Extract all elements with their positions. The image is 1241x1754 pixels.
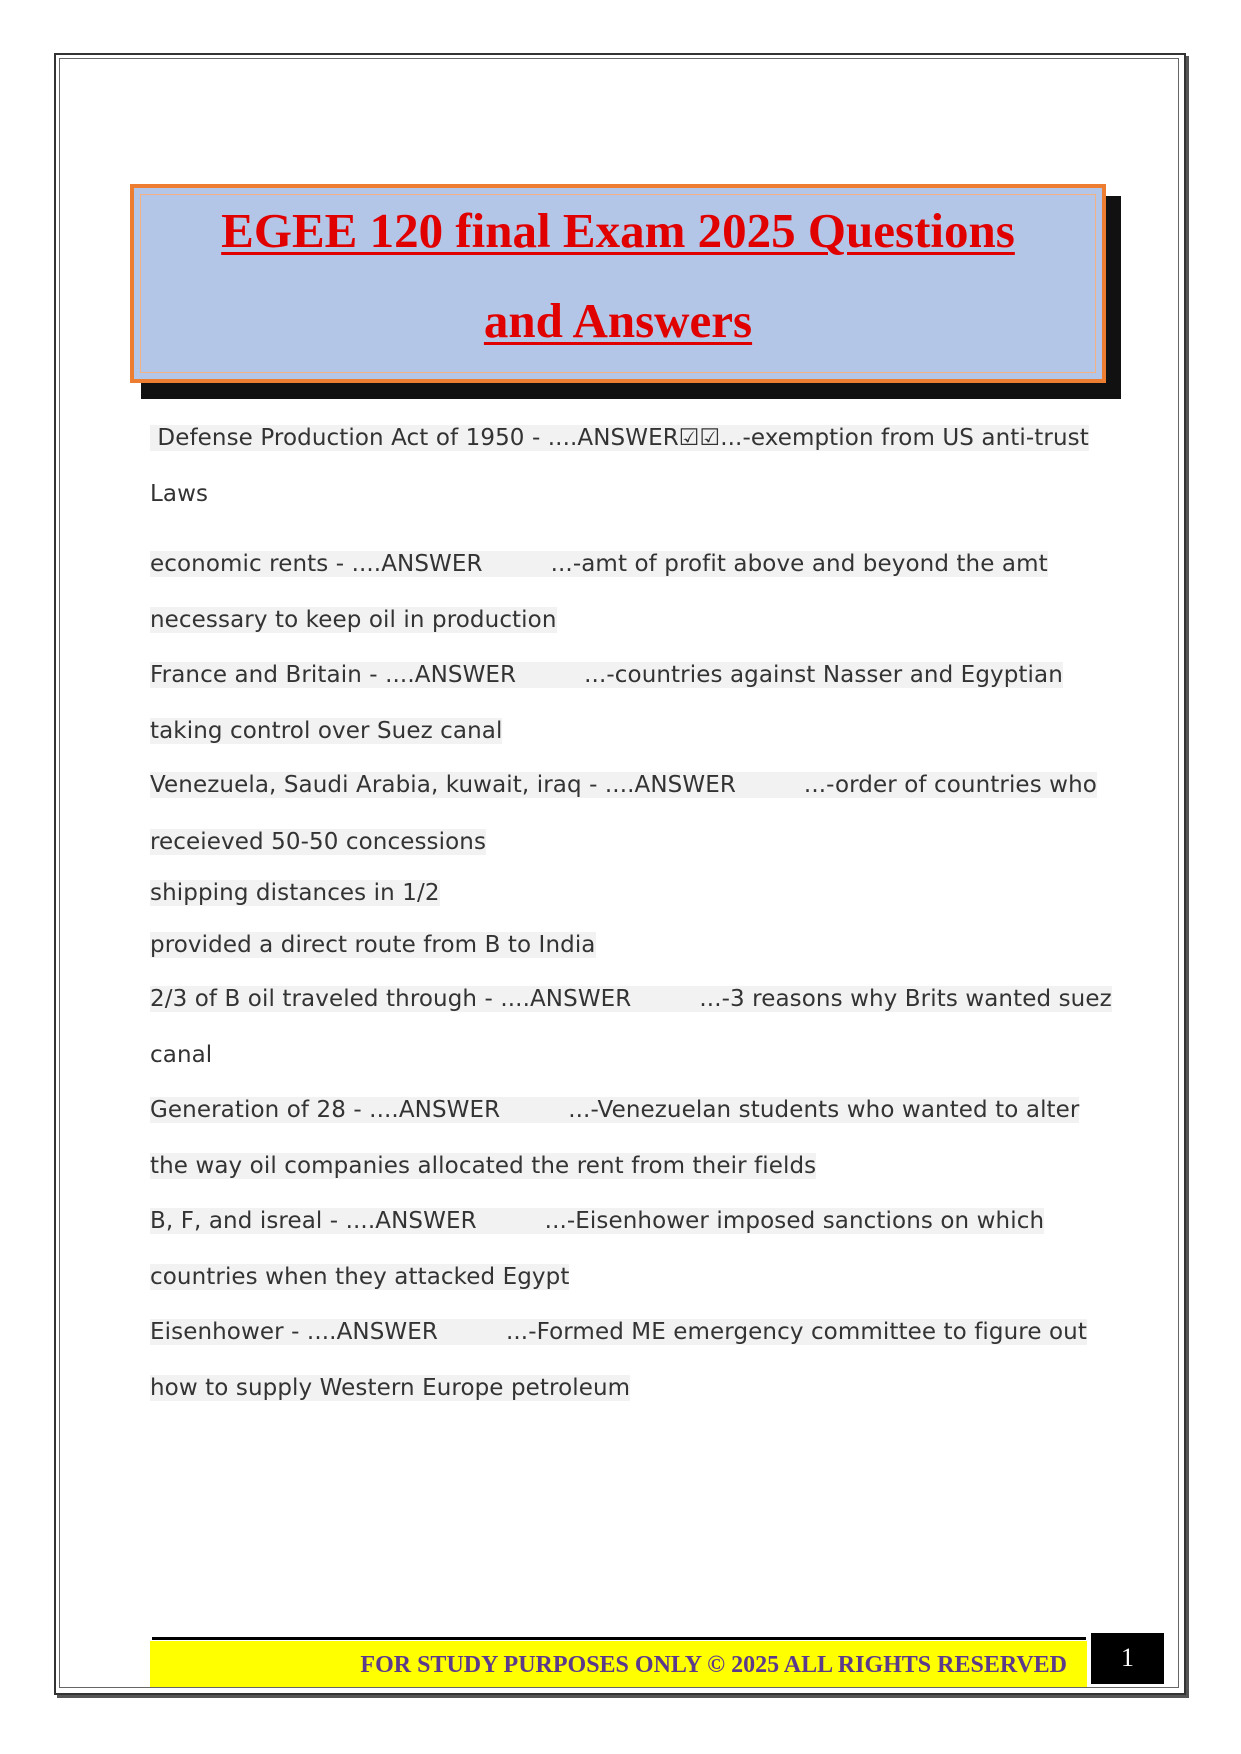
qa-question: economic rents - ....ANSWER [150, 551, 483, 577]
qa-text: countries when they attacked Egypt [150, 1264, 570, 1290]
qa-text: canal [150, 1042, 213, 1068]
qa-line [150, 1375, 630, 1401]
qa-line [150, 1208, 1044, 1234]
qa-line [150, 1153, 816, 1179]
title-box [130, 184, 1106, 383]
qa-line [150, 880, 440, 906]
qa-line [150, 425, 1089, 451]
qa-text: shipping distances in 1/2 [150, 880, 440, 906]
qa-question: B, F, and isreal - ....ANSWER [150, 1208, 477, 1234]
qa-line [150, 718, 502, 744]
qa-answer: ...-order of countries who [803, 772, 1097, 798]
qa-text: how to supply Western Europe petroleum [150, 1375, 631, 1401]
qa-answer: ...-3 reasons why Brits wanted suez [699, 986, 1112, 1012]
qa-question: Eisenhower - ....ANSWER [150, 1319, 438, 1345]
document-title-line-1: EGEE 120 final Exam 2025 Questions [221, 203, 1015, 258]
qa-text: Laws [150, 481, 209, 507]
qa-answer: ...-countries against Nasser and Egyptian [584, 662, 1063, 688]
footer-rule [152, 1637, 1086, 1640]
qa-answer: ...-Eisenhower imposed sanctions on which [544, 1208, 1045, 1234]
qa-answer: ...-Venezuelan students who wanted to alter [568, 1097, 1080, 1123]
qa-answer: ...-amt of profit above and beyond the amt [550, 551, 1048, 577]
qa-line [150, 481, 208, 507]
qa-line [150, 986, 1112, 1012]
qa-text: Defense Production Act of 1950 - ....ANSWER☑☑...-exemption from US anti-trust [150, 425, 1089, 451]
footer-notice: FOR STUDY PURPOSES ONLY © 2025 ALL RIGHTS RESERVED [360, 1652, 1067, 1678]
qa-question: Generation of 28 - ....ANSWER [150, 1097, 501, 1123]
qa-line [150, 772, 1097, 798]
qa-text: taking control over Suez canal [150, 718, 503, 744]
qa-line [150, 607, 557, 633]
qa-line [150, 1042, 212, 1068]
qa-question: France and Britain - ....ANSWER [150, 662, 517, 688]
document-title-line-2: and Answers [483, 293, 753, 348]
qa-line [150, 1264, 569, 1290]
page-number: 1 [1121, 1643, 1134, 1672]
qa-text: provided a direct route from B to India [150, 932, 596, 958]
footer-band [150, 1641, 1087, 1687]
qa-line [150, 829, 486, 855]
qa-line [150, 1319, 1087, 1345]
qa-answer: ...-Formed ME emergency committee to figure out [505, 1319, 1087, 1345]
qa-line [150, 551, 1048, 577]
qa-text: the way oil companies allocated the rent from their fields [150, 1153, 817, 1179]
qa-text: receieved 50-50 concessions [150, 829, 487, 855]
qa-line [150, 932, 596, 958]
qa-line [150, 1097, 1079, 1123]
qa-line [150, 662, 1063, 688]
qa-question: 2/3 of B oil traveled through - ....ANSWER [150, 986, 632, 1012]
page-number-box [1091, 1633, 1164, 1684]
qa-question: Venezuela, Saudi Arabia, kuwait, iraq - ....ANSWER [150, 772, 736, 798]
qa-text: necessary to keep oil in production [150, 607, 557, 633]
